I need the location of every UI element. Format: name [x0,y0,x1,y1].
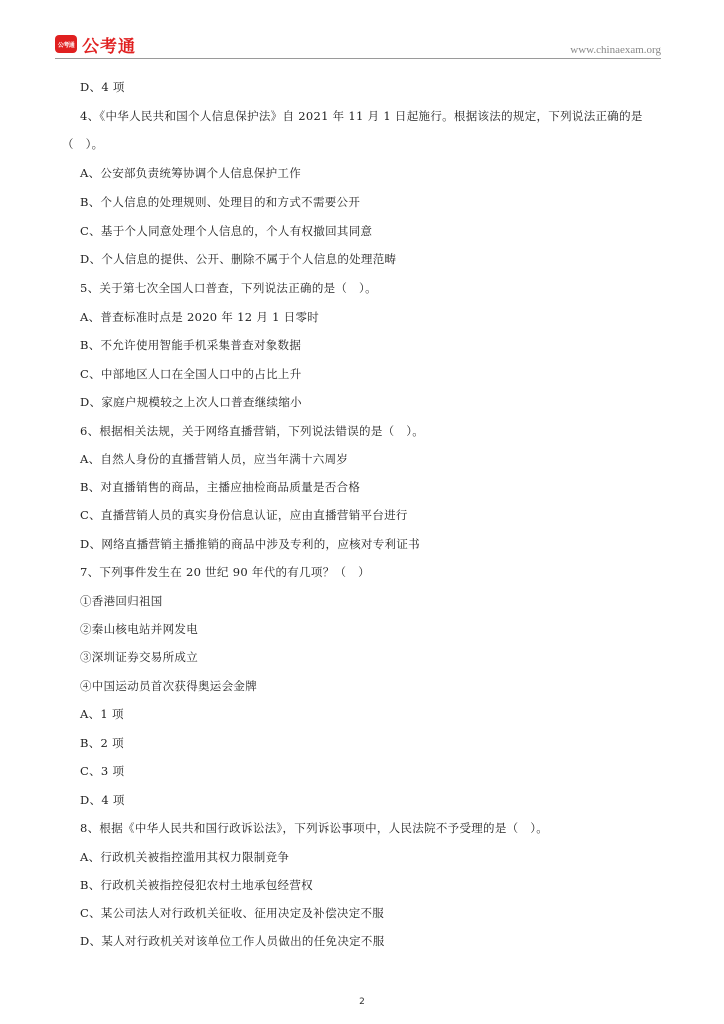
page-header [0,0,724,60]
q5-option-b: B、不允许使用智能手机采集普查对象数据 [80,338,302,352]
site-url: www.chinaexam.org [570,44,661,56]
q6-stem: 6、根据相关法规，关于网络直播营销，下列说法错误的是（ ）。 [80,424,425,438]
q8-stem: 8、根据《中华人民共和国行政诉讼法》，下列诉讼事项中，人民法院不予受理的是（ ）。 [80,821,549,835]
q7-stem: 7、下列事件发生在 20 世纪 90 年代的有几项？（ ） [80,565,370,579]
q8-option-b: B、行政机关被指控侵犯农村土地承包经营权 [80,878,313,892]
header-divider [55,58,661,59]
q8-option-c: C、某公司法人对行政机关征收、征用决定及补偿决定不服 [80,906,385,920]
brand-logo [55,34,136,57]
q5-stem: 5、关于第七次全国人口普查，下列说法正确的是（ ）。 [80,281,377,295]
q7-option-c: C、3 项 [80,764,125,778]
q6-option-c: C、直播营销人员的真实身份信息认证，应由直播营销平台进行 [80,508,408,522]
q6-option-a: A、自然人身份的直播营销人员，应当年满十六周岁 [80,452,349,466]
q4-stem-continued: （ ）。 [62,137,104,151]
q7-item-3: ③深圳证券交易所成立 [80,650,198,664]
q7-item-2: ②秦山核电站并网发电 [80,622,198,636]
q4-option-a: A、公安部负责统筹协调个人信息保护工作 [80,166,302,180]
q5-option-c: C、中部地区人口在全国人口中的占比上升 [80,367,302,381]
q6-option-d: D、网络直播营销主播推销的商品中涉及专利的，应核对专利证书 [80,537,420,551]
q4-option-b: B、个人信息的处理规则、处理目的和方式不需要公开 [80,195,361,209]
q4-stem: 4、《中华人民共和国个人信息保护法》自 2021 年 11 月 1 日起施行。根据该法的规定，下列说法正确的是 [80,109,643,123]
q7-item-1: ①香港回归祖国 [80,594,163,608]
q3-option-d: D、4 项 [80,80,125,94]
logo-text: 公考通 [82,36,136,57]
page-number: 2 [359,997,365,1007]
q4-option-d: D、个人信息的提供、公开、删除不属于个人信息的处理范畴 [80,252,397,266]
q7-option-d: D、4 项 [80,793,125,807]
q7-option-b: B、2 项 [80,736,124,750]
q5-option-d: D、家庭户规模较之上次人口普查继续缩小 [80,395,302,409]
q7-item-4: ④中国运动员首次获得奥运会金牌 [80,679,257,693]
q8-option-d: D、某人对行政机关对该单位工作人员做出的任免决定不服 [80,934,385,948]
q6-option-b: B、对直播销售的商品，主播应抽检商品质量是否合格 [80,480,361,494]
q8-option-a: A、行政机关被指控滥用其权力限制竞争 [80,850,290,864]
q5-option-a: A、普查标准时点是 2020 年 12 月 1 日零时 [80,310,320,324]
q4-option-c: C、基于个人同意处理个人信息的，个人有权撤回其同意 [80,224,373,238]
q7-option-a: A、1 项 [80,707,124,721]
logo-badge-icon: 公考通 [55,35,77,53]
